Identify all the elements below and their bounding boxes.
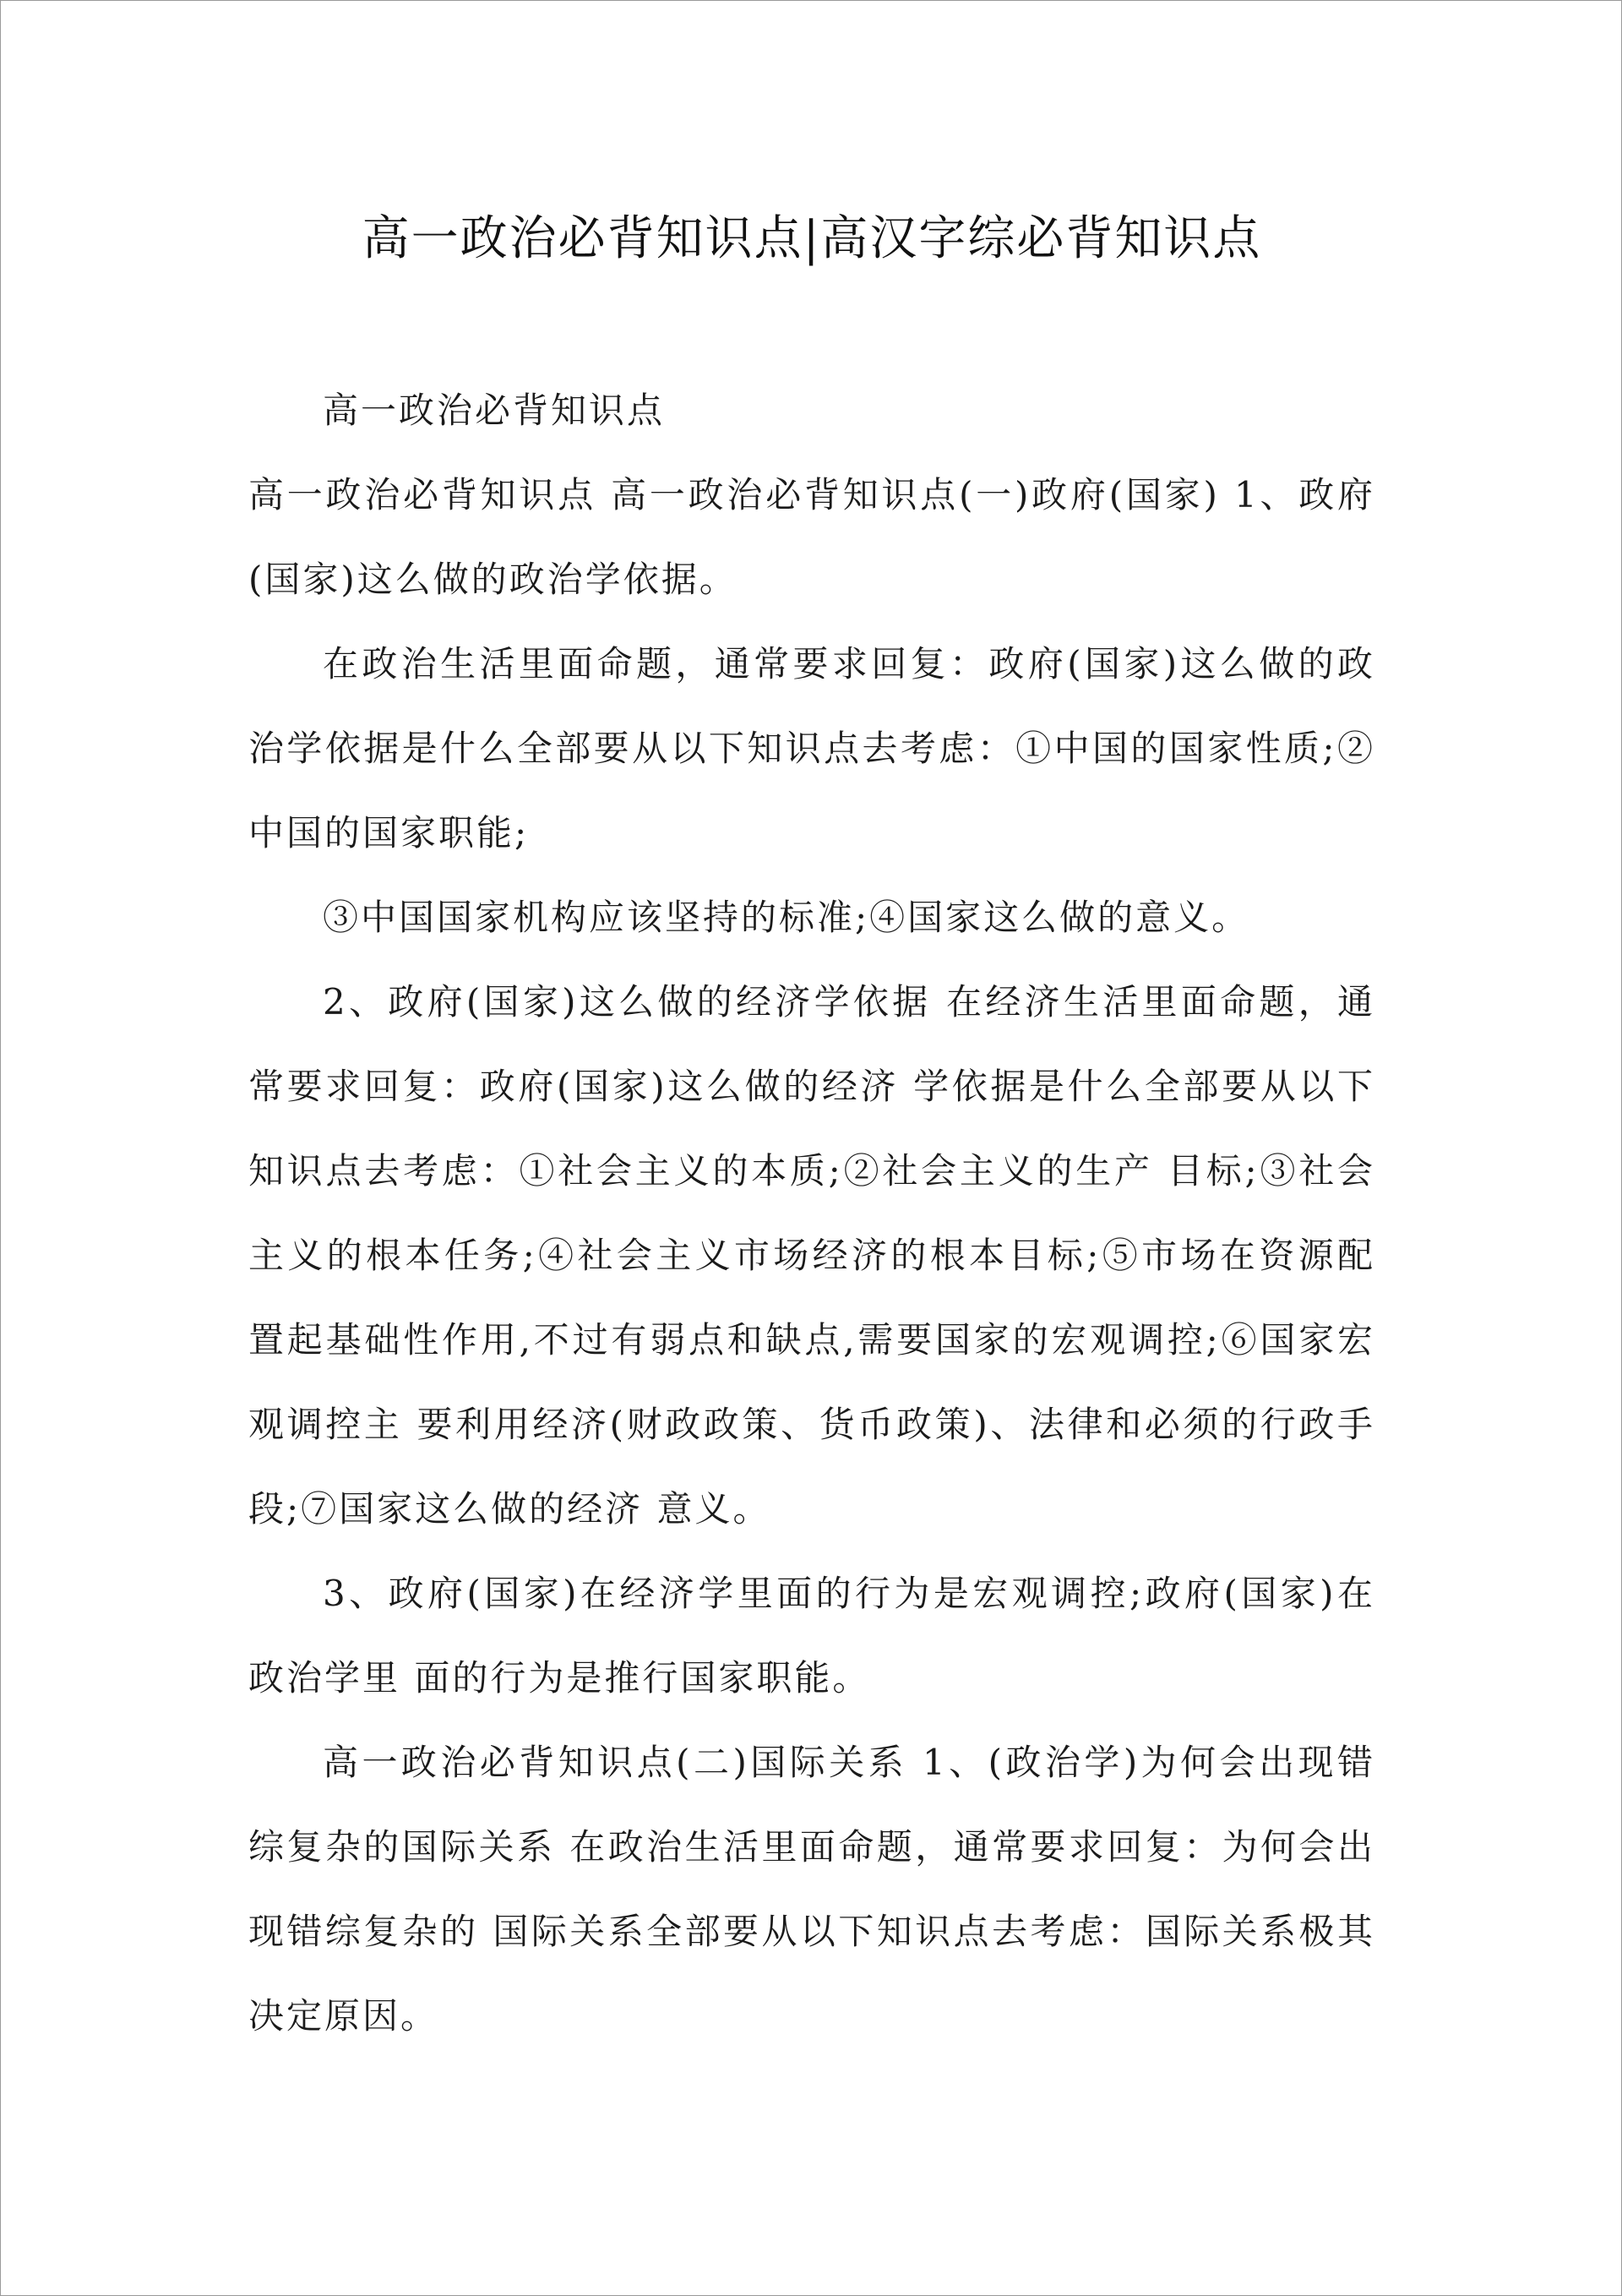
paragraph: 高一政治必背知识点 xyxy=(323,390,666,431)
paragraph: 在政治生活里面命题，通常要求回复：政府(国家)这么做的政治学依据是什么全部要从以下知识点去考虑：①中国的国家性质;②中国的国家职能; xyxy=(248,643,1375,854)
document-body xyxy=(248,368,1375,2059)
paragraph: 高一政治必背知识点 高一政治必背知识点(一)政府(国家) 1、政府(国家)这么做的政治学依据。 xyxy=(248,474,1375,600)
paragraph: 2、政府(国家)这么做的经济学依据 在经济生活里面命题，通常要求回复：政府(国家)这么做的经济 学依据是什么全部要从以下知识点去考虑：①社会主义的本质;②社会主义的生产 目标;③社会主义的根本任务;④社会主义市场经济的根本目标;⑤市场在资源配 置起基础性作用,不过有弱点和缺点,需要国家的宏观调控;⑥国家宏观调控主 要利用经济(财政政策、货币政策)、法律和必须的行政手段;⑦国家这么做的经济 意义。 xyxy=(248,981,1375,1530)
document-title: 高一政治必背知识点|高汉字综必背知识点 xyxy=(362,211,1262,266)
paragraph: 高一政治必背知识点(二)国际关系 1、(政治学)为何会出现错综复杂的国际关系 在政治生活里面命题，通常要求回复：为何会出现错综复杂的 国际关系全部要从以下知识点去考虑：国际关系极其决定原因。 xyxy=(248,1742,1375,2037)
paragraph: ③中国国家机构应该坚持的标准;④国家这么做的意义。 xyxy=(323,897,1250,938)
paragraph: 3、政府(国家)在经济学里面的行为是宏观调控;政府(国家)在政治学里 面的行为是推行国家职能。 xyxy=(248,1573,1375,1699)
